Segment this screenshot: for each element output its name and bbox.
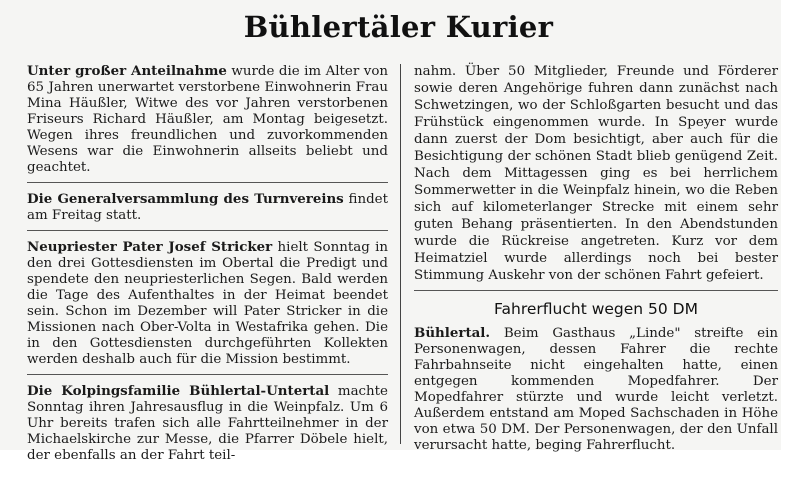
article-lead: Die Kolpingsfamilie Bühlertal-Untertal bbox=[27, 383, 330, 399]
right-column bbox=[414, 63, 778, 460]
masthead-title: Bühlertäler Kurier bbox=[243, 10, 554, 44]
article-body: machte Sonntag ihren Jahresausflug in die Weinpfalz. Um 6 Uhr bereits trafen sich alle Fahrtteilnehmer in der Michaelskirche zur Messe, die Pfarrer Döbele hielt, der ebenfalls an der Fahrt teil- bbox=[27, 384, 388, 463]
article-body: findet am Freitag statt. bbox=[27, 192, 388, 223]
divider bbox=[27, 230, 388, 231]
article-lead: Unter großer Anteilnahme bbox=[27, 63, 227, 79]
article-kolping-trip bbox=[27, 383, 388, 464]
column-divider bbox=[400, 64, 401, 444]
article-new-priest bbox=[27, 239, 388, 368]
article-hit-and-run bbox=[414, 325, 778, 454]
article-body: wurde die im Alter von 65 Jahren unerwartet verstorbene Einwohnerin Frau Mina Häußler, Witwe des vor Jahren verstorbenen Friseurs Richard Häußler, am Montag beigesetzt. Wegen ihres freundlichen und zuvorkommenden Wesens war die Einwohnerin allseits beliebt und geachtet. bbox=[27, 64, 389, 175]
divider bbox=[414, 290, 778, 291]
divider bbox=[27, 182, 388, 183]
article-lead: Neupriester Pater Josef Stricker bbox=[27, 239, 273, 255]
divider bbox=[27, 374, 388, 375]
article-body: Beim Gasthaus „Linde" streifte ein Personenwagen, dessen Fahrer die rechte Fahrbahnseite nicht eingehalten hatte, einen entgegen kommenden Mopedfahrer. Der Mopedfahrer stürzte und wurde leicht verletzt. Außerdem entstand am Moped Sachschaden in Höhe von etwa 50 DM. Der Personenwagen, der den Unfall verursacht hatte, beging Fahrerflucht. bbox=[414, 326, 778, 453]
left-column bbox=[27, 63, 388, 470]
subheadline: Fahrerflucht wegen 50 DM bbox=[494, 300, 698, 318]
article-lead: Bühlertal. bbox=[414, 325, 491, 341]
article-kolping-continued: nahm. Über 50 Mitglieder, Freunde und Förderer sowie deren Angehörige fuhren dann zunächst nach Schwetzingen, wo der Schloßgarten besucht und das Frühstück eingenommen wurde. In Speyer wurde dann zuerst der Dom besichtigt, aber auch für die Besichtigung der schönen Stadt blieb genügend Zeit. Nach dem Mittagessen ging es bei herrlichem Sommerwetter in die Weinpfalz hinein, wo die Reben sich auf kilometerlanger Strecke mit einem sehr guten Behang präsentierten. In den Abendstunden wurde die Rückreise angetreten. Kurz vor dem Heimatziel wurde allerdings noch bei bester Stimmung Auskehr von der schönen Fahrt gefeiert. bbox=[414, 64, 778, 283]
article-lead: Die Generalversammlung des Turnvereins bbox=[27, 191, 344, 207]
article-funeral bbox=[27, 63, 388, 176]
article-general-assembly bbox=[27, 191, 388, 224]
article-body: hielt Sonntag in den drei Gottesdiensten im Obertal die Predigt und spendete den neupriesterlichen Segen. Bald werden die Tage des Aufenthaltes in der Heimat beendet sein. Schon im Dezember will Pater Stricker in die Missionen nach Ober-Volta in Westafrika gehen. Die in den Gottesdiensten durchgeführten Kollekten werden deshalb auch für die Mission bestimmt. bbox=[27, 240, 388, 367]
